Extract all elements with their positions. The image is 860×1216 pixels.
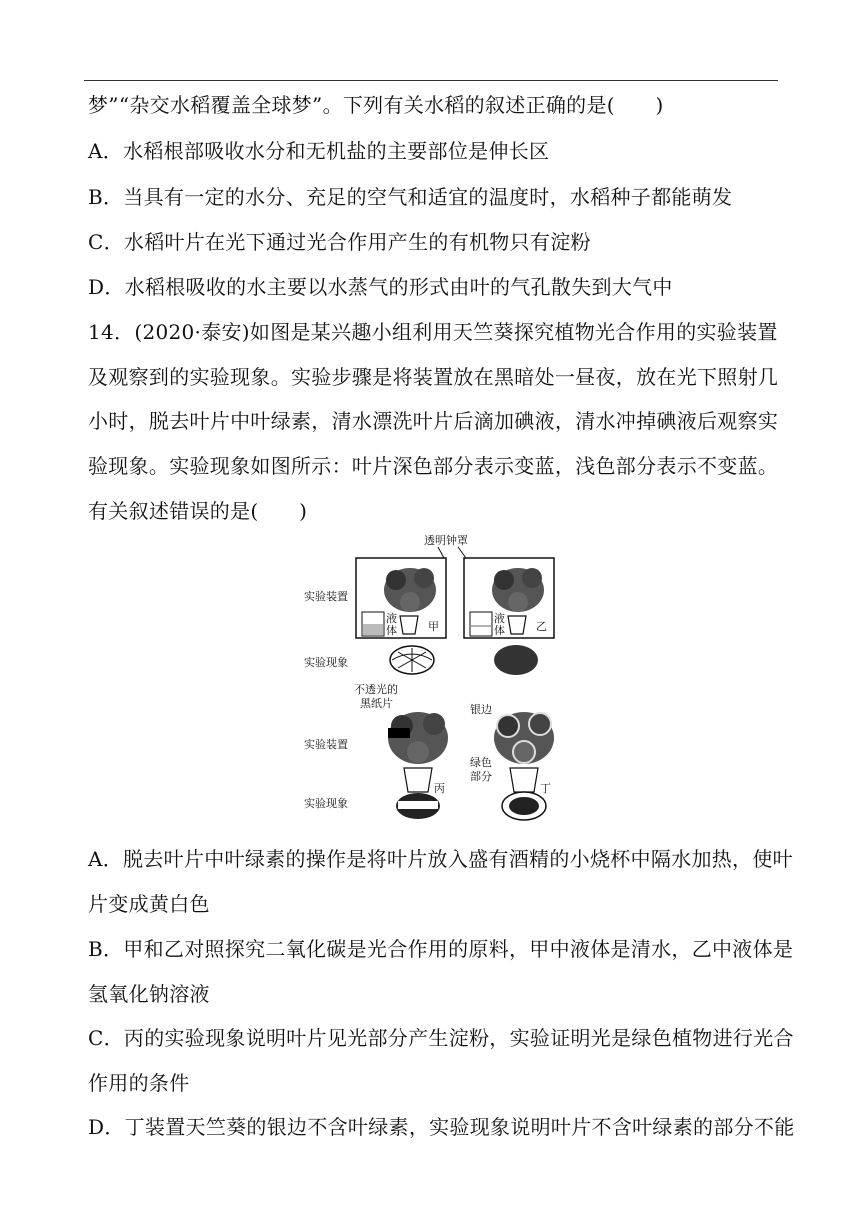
label-bing: 丙 [434, 782, 445, 795]
label-yi: 乙 [536, 620, 547, 633]
green-part-label-2: 部分 [470, 770, 492, 783]
option-14-c-line-2: 作用的条件 [88, 1071, 190, 1095]
option-13-b: B．当具有一定的水分、充足的空气和适宜的温度时，水稻种子都能萌发 [88, 185, 733, 209]
option-14-c-line-1: C．丙的实验现象说明叶片见光部分产生淀粉，实验证明光是绿色植物进行光合 [88, 1026, 794, 1050]
option-14-a-line-2: 片变成黄白色 [88, 892, 210, 916]
liquid-label-jia-2: 体 [386, 624, 397, 637]
silver-edge-label: 银边 [470, 703, 492, 716]
liquid-label-yi-1: 液 [494, 612, 505, 625]
setup-label-2: 实验装置 [304, 738, 348, 751]
result-label-1: 实验现象 [304, 656, 348, 669]
label-ding: 丁 [540, 782, 551, 795]
plant-bing [388, 712, 448, 792]
bell-jar-label: 透明钟罩 [424, 534, 468, 547]
option-14-b-line-1: B．甲和乙对照探究二氧化碳是光合作用的原料，甲中液体是清水，乙中液体是 [88, 937, 794, 961]
question-14-line-3: 小时，脱去叶片中叶绿素，清水漂洗叶片后滴加碘液，清水冲掉碘液后观察实 [88, 409, 779, 433]
question-13-stem-tail: 梦”“杂交水稻覆盖全球梦”。下列有关水稻的叙述正确的是( ) [88, 93, 664, 117]
option-14-b-line-2: 氢氧化钠溶液 [88, 982, 210, 1006]
label-jia: 甲 [428, 620, 439, 633]
result-label-2: 实验现象 [304, 797, 348, 810]
liquid-label-jia-1: 液 [386, 612, 397, 625]
leaf-result-ding [502, 792, 546, 820]
setup-label-1: 实验装置 [304, 590, 348, 603]
leaf-result-bing [396, 793, 440, 819]
question-14-line-2: 及观察到的实验现象。实验步骤是将装置放在黑暗处一昼夜，放在光下照射几 [88, 365, 779, 389]
top-rule [84, 80, 778, 81]
leaf-result-yi [494, 645, 538, 675]
experiment-figure [298, 530, 568, 830]
black-paper-label-1: 不透光的 [354, 683, 398, 696]
leaf-result-jia [390, 646, 434, 674]
question-14-line-5: 有关叙述错误的是( ) [88, 499, 308, 523]
liquid-label-yi-2: 体 [494, 624, 505, 637]
option-13-a: A．水稻根部吸收水分和无机盐的主要部位是伸长区 [88, 139, 550, 163]
option-13-c: C．水稻叶片在光下通过光合作用产生的有机物只有淀粉 [88, 230, 591, 254]
black-paper-label-2: 黑纸片 [360, 697, 393, 710]
option-13-d: D．水稻根吸收的水主要以水蒸气的形式由叶的气孔散失到大气中 [88, 275, 673, 299]
green-part-label-1: 绿色 [470, 756, 492, 769]
option-14-a-line-1: A．脱去叶片中叶绿素的操作是将叶片放入盛有酒精的小烧杯中隔水加热，使叶 [88, 847, 793, 871]
question-14-line-4: 验现象。实验现象如图所示：叶片深色部分表示变蓝，浅色部分表示不变蓝。 [88, 454, 779, 478]
question-14-line-1: 14．(2020·泰安)如图是某兴趣小组利用天竺葵探究植物光合作用的实验装置 [88, 320, 778, 344]
plant-ding [494, 712, 554, 792]
option-14-d-line-1: D．丁装置天竺葵的银边不含叶绿素，实验现象说明叶片不含叶绿素的部分不能 [88, 1115, 795, 1139]
